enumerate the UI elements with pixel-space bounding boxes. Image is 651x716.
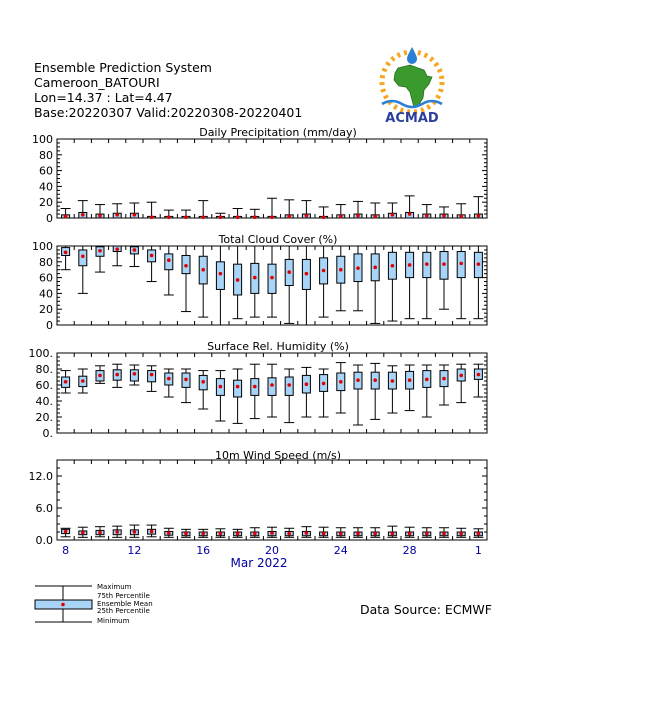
mean-marker (391, 379, 395, 383)
box-humidity-day-20 (387, 366, 397, 413)
mean-marker (287, 270, 291, 274)
x-tick-label: 16 (196, 544, 211, 557)
mean-marker (459, 215, 463, 219)
panel-cloud-cover (32, 233, 487, 332)
box-precipitation-day-8 (181, 210, 191, 219)
mean-marker (373, 215, 377, 219)
box-wind-speed-day-7 (164, 528, 174, 537)
x-tick-label: 1 (474, 544, 482, 557)
panel-title: Daily Precipitation (mm/day) (199, 126, 357, 139)
box-cloud-cover-day-21 (405, 246, 415, 319)
mean-marker (322, 269, 326, 273)
mean-marker (408, 378, 412, 382)
mean-marker (425, 378, 429, 382)
x-tick-label: 20 (265, 544, 279, 557)
mean-marker (184, 532, 188, 536)
mean-marker (425, 262, 429, 266)
box-cloud-cover-day-2 (78, 246, 88, 293)
mean-marker (253, 215, 257, 219)
mean-marker (150, 530, 154, 534)
box-humidity-day-22 (422, 365, 432, 417)
box-wind-speed-day-14 (284, 528, 294, 537)
y-tick-label: 80. (35, 363, 53, 376)
mean-marker (201, 268, 205, 272)
mean-marker (459, 532, 463, 536)
mean-marker (167, 258, 171, 262)
base-valid-dates: Base:20220307 Valid:20220308-20220401 (34, 105, 303, 120)
y-tick-label: 100 (32, 240, 53, 253)
box-precipitation-day-20 (387, 203, 397, 218)
location-name: Cameroon_BATOURI (34, 75, 160, 90)
mean-marker (167, 215, 171, 219)
box-humidity-day-2 (78, 369, 88, 393)
box-precipitation-day-14 (284, 200, 294, 218)
panel-precipitation (32, 126, 487, 225)
box-cloud-cover-day-18 (353, 246, 363, 311)
box-humidity-day-23 (439, 365, 449, 405)
y-tick-label: 0.0 (35, 534, 53, 547)
mean-marker (373, 532, 377, 536)
box-humidity-day-21 (405, 365, 415, 411)
mean-marker (477, 214, 481, 218)
box-wind-speed-day-12 (250, 528, 260, 538)
box-wind-speed-day-22 (422, 528, 432, 538)
mean-marker (236, 215, 240, 219)
y-tick-label: 40 (39, 180, 53, 194)
mean-marker (219, 385, 223, 389)
mean-marker (459, 374, 463, 378)
box-cloud-cover-day-1 (61, 246, 71, 270)
box-precipitation-day-3 (95, 205, 105, 218)
box-wind-speed-day-5 (129, 525, 139, 537)
box-humidity-day-15 (301, 367, 311, 417)
mean-marker (184, 215, 188, 219)
mean-marker (81, 379, 85, 383)
x-tick-label: 24 (333, 544, 348, 557)
mean-marker (167, 531, 171, 535)
mean-marker (64, 215, 68, 219)
x-tick-label: 28 (402, 544, 417, 557)
mean-marker (442, 262, 446, 266)
mean-marker (442, 214, 446, 218)
coordinates: Lon=14.37 : Lat=4.47 (34, 90, 173, 105)
mean-marker (287, 532, 291, 536)
mean-marker (287, 215, 291, 219)
box-cloud-cover-day-7 (164, 246, 174, 295)
mean-marker (305, 272, 309, 276)
panel-title: 10m Wind Speed (m/s) (214, 449, 342, 462)
mean-marker (201, 215, 205, 219)
box-cloud-cover-day-4 (112, 246, 122, 266)
mean-marker (270, 383, 274, 387)
mean-marker (356, 378, 360, 382)
box-wind-speed-day-24 (456, 528, 466, 537)
mean-marker (356, 266, 360, 270)
mean-marker (305, 531, 309, 535)
box-cloud-cover-day-15 (301, 246, 311, 325)
data-source: Data Source: ECMWF (360, 602, 492, 617)
box-wind-speed-day-13 (267, 527, 277, 537)
mean-marker (287, 383, 291, 387)
box-cloud-cover-day-5 (129, 246, 139, 267)
mean-marker (339, 380, 343, 384)
mean-marker (201, 380, 205, 384)
mean-marker (98, 531, 102, 535)
box-wind-speed-day-6 (147, 525, 157, 537)
mean-marker (322, 382, 326, 386)
y-tick-label: 80 (39, 148, 53, 162)
box-precipitation-day-11 (233, 209, 243, 219)
box-wind-speed-day-21 (405, 527, 415, 537)
mean-marker (133, 530, 137, 534)
box-wind-speed-day-15 (301, 527, 311, 538)
mean-marker (201, 532, 205, 536)
box-precipitation-day-13 (267, 198, 277, 219)
mean-marker (64, 380, 68, 384)
box-humidity-day-19 (370, 363, 380, 419)
y-tick-label: 0 (46, 212, 53, 225)
mean-marker (270, 531, 274, 535)
mean-marker (236, 278, 240, 282)
box-humidity-day-12 (250, 364, 260, 418)
mean-marker (115, 247, 119, 251)
y-tick-label: 20 (39, 196, 53, 210)
mean-marker (442, 377, 446, 381)
box-wind-speed-day-19 (370, 528, 380, 538)
mean-marker (408, 532, 412, 536)
box-cloud-cover-day-23 (439, 246, 449, 309)
mean-marker (236, 532, 240, 536)
box-humidity-day-7 (164, 369, 174, 397)
mean-marker (477, 373, 481, 377)
box-precipitation-day-17 (336, 205, 346, 219)
y-tick-label: 0. (42, 427, 53, 440)
y-tick-label: 6.0 (35, 502, 53, 515)
y-tick-label: 100. (28, 347, 53, 360)
mean-marker (339, 268, 343, 272)
mean-marker (150, 215, 154, 219)
box-wind-speed-day-20 (387, 526, 397, 537)
box-precipitation-day-22 (422, 205, 432, 218)
mean-marker (408, 212, 412, 216)
mean-marker (322, 532, 326, 536)
mean-marker (133, 372, 137, 376)
box-precipitation-day-5 (129, 203, 139, 218)
mean-marker (373, 266, 377, 270)
box-humidity-day-13 (267, 364, 277, 417)
mean-marker (305, 382, 309, 386)
box-precipitation-day-6 (147, 202, 157, 219)
mean-marker (459, 262, 463, 266)
box-wind-speed-day-10 (215, 529, 225, 538)
box-precipitation-day-2 (78, 201, 88, 218)
box-precipitation-day-24 (456, 204, 466, 218)
box-precipitation-day-25 (473, 197, 483, 218)
y-tick-label: 12.0 (28, 470, 53, 483)
mean-marker (305, 214, 309, 218)
mean-marker (64, 251, 68, 255)
mean-marker (339, 532, 343, 536)
mean-marker (236, 385, 240, 389)
legend-label-minimum: Minimum (97, 617, 130, 625)
mean-marker (115, 530, 119, 534)
box-precipitation-day-15 (301, 201, 311, 218)
panel-humidity (29, 340, 488, 440)
box-cloud-cover-day-12 (250, 246, 260, 317)
box-humidity-day-5 (129, 365, 139, 385)
box-precipitation-day-12 (250, 209, 260, 219)
month-label: Mar 2022 (230, 556, 288, 570)
mean-marker (98, 249, 102, 253)
y-tick-label: 80 (39, 255, 53, 269)
mean-marker (133, 248, 137, 252)
mean-marker (253, 385, 257, 389)
box-wind-speed-day-16 (319, 527, 329, 537)
mean-marker (356, 532, 360, 536)
box-cloud-cover-day-22 (422, 246, 432, 319)
mean-marker (391, 532, 395, 536)
mean-marker (81, 531, 85, 535)
mean-marker (442, 532, 446, 536)
y-tick-label: 20 (39, 303, 53, 317)
box-wind-speed-day-1 (61, 528, 71, 537)
mean-marker (167, 377, 171, 381)
chart-title: Ensemble Prediction System (34, 60, 212, 75)
iqr-box (216, 262, 224, 290)
mean-marker (184, 378, 188, 382)
box-humidity-day-1 (61, 371, 71, 393)
box-precipitation-day-23 (439, 207, 449, 218)
box-cloud-cover-day-9 (198, 246, 208, 317)
mean-marker (98, 374, 102, 378)
box-cloud-cover-day-16 (319, 246, 329, 317)
box-wind-speed-day-4 (112, 526, 122, 537)
y-tick-label: 20. (35, 411, 53, 424)
mean-marker (391, 213, 395, 217)
legend (35, 583, 153, 625)
mean-marker (150, 373, 154, 377)
box-wind-speed-day-23 (439, 528, 449, 538)
mean-marker (184, 264, 188, 268)
box-cloud-cover-day-17 (336, 246, 346, 311)
y-tick-label: 40 (39, 287, 53, 301)
y-tick-label: 0 (46, 319, 53, 332)
box-precipitation-day-1 (61, 209, 71, 219)
box-humidity-day-6 (147, 366, 157, 392)
mean-marker (270, 215, 274, 219)
box-precipitation-day-18 (353, 201, 363, 218)
mean-marker (270, 276, 274, 280)
box-humidity-day-14 (284, 369, 294, 423)
y-tick-label: 60. (35, 379, 53, 392)
box-cloud-cover-day-10 (215, 246, 225, 325)
box-wind-speed-day-25 (473, 529, 483, 538)
box-cloud-cover-day-14 (284, 246, 294, 323)
legend-label-p25: 25th Percentile (97, 607, 150, 615)
y-tick-label: 60 (39, 164, 53, 178)
box-precipitation-day-16 (319, 207, 329, 219)
legend-label-p75: 75th Percentile (97, 592, 150, 600)
box-humidity-day-25 (473, 364, 483, 397)
box-humidity-day-3 (95, 366, 105, 384)
mean-marker (64, 530, 68, 534)
mean-marker (322, 215, 326, 219)
box-precipitation-day-4 (112, 204, 122, 218)
mean-marker (425, 532, 429, 536)
x-tick-label: 8 (62, 544, 70, 557)
mean-marker (150, 254, 154, 258)
box-wind-speed-day-3 (95, 527, 105, 537)
panel-title: Total Cloud Cover (%) (218, 233, 338, 246)
mean-marker (477, 532, 481, 536)
box-cloud-cover-day-19 (370, 246, 380, 323)
box-cloud-cover-day-11 (233, 246, 243, 319)
x-tick-label: 12 (127, 544, 142, 557)
box-precipitation-day-9 (198, 201, 208, 219)
mean-marker (356, 214, 360, 218)
mean-marker (133, 213, 137, 217)
legend-label-mean: Ensemble Mean (97, 600, 153, 608)
box-cloud-cover-day-20 (387, 246, 397, 321)
mean-marker (408, 263, 412, 267)
legend-mean-marker (61, 603, 65, 607)
box-humidity-day-24 (456, 364, 466, 402)
box-cloud-cover-day-6 (147, 246, 157, 282)
mean-marker (391, 264, 395, 268)
box-humidity-day-9 (198, 371, 208, 409)
panel-wind-speed (29, 449, 488, 547)
box-cloud-cover-day-24 (456, 246, 466, 319)
mean-marker (81, 254, 85, 258)
mean-marker (339, 215, 343, 219)
box-wind-speed-day-9 (198, 529, 208, 537)
box-cloud-cover-day-8 (181, 246, 191, 312)
legend-label-maximum: Maximum (97, 583, 132, 591)
box-humidity-day-17 (336, 363, 346, 413)
box-precipitation-day-21 (405, 196, 415, 218)
mean-marker (219, 532, 223, 536)
box-wind-speed-day-17 (336, 528, 346, 538)
y-tick-label: 100 (32, 133, 53, 146)
panel-title: Surface Rel. Humidity (%) (207, 340, 349, 353)
box-humidity-day-11 (233, 369, 243, 423)
mean-marker (115, 213, 119, 217)
box-precipitation-day-10 (215, 213, 225, 219)
mean-marker (81, 213, 85, 217)
y-tick-label: 40. (35, 395, 53, 408)
box-wind-speed-day-8 (181, 529, 191, 537)
mean-marker (425, 214, 429, 218)
box-wind-speed-day-11 (233, 529, 243, 537)
box-wind-speed-day-18 (353, 528, 363, 538)
y-tick-label: 60 (39, 271, 53, 285)
mean-marker (373, 378, 377, 382)
box-cloud-cover-day-25 (473, 246, 483, 319)
box-humidity-day-8 (181, 369, 191, 403)
box-cloud-cover-day-13 (267, 246, 277, 317)
box-precipitation-day-7 (164, 210, 174, 219)
box-humidity-day-16 (319, 369, 329, 417)
box-humidity-day-4 (112, 364, 122, 387)
mean-marker (219, 272, 223, 276)
box-wind-speed-day-2 (78, 527, 88, 537)
mean-marker (115, 373, 119, 377)
iqr-box (234, 380, 242, 397)
box-humidity-day-10 (215, 371, 225, 421)
mean-marker (98, 214, 102, 218)
logo-text: ACMAD (385, 111, 439, 126)
box-humidity-day-18 (353, 365, 363, 425)
mean-marker (253, 276, 257, 280)
mean-marker (477, 262, 481, 266)
box-precipitation-day-19 (370, 203, 380, 218)
box-cloud-cover-day-3 (95, 246, 105, 272)
mean-marker (219, 215, 223, 219)
mean-marker (253, 532, 257, 536)
